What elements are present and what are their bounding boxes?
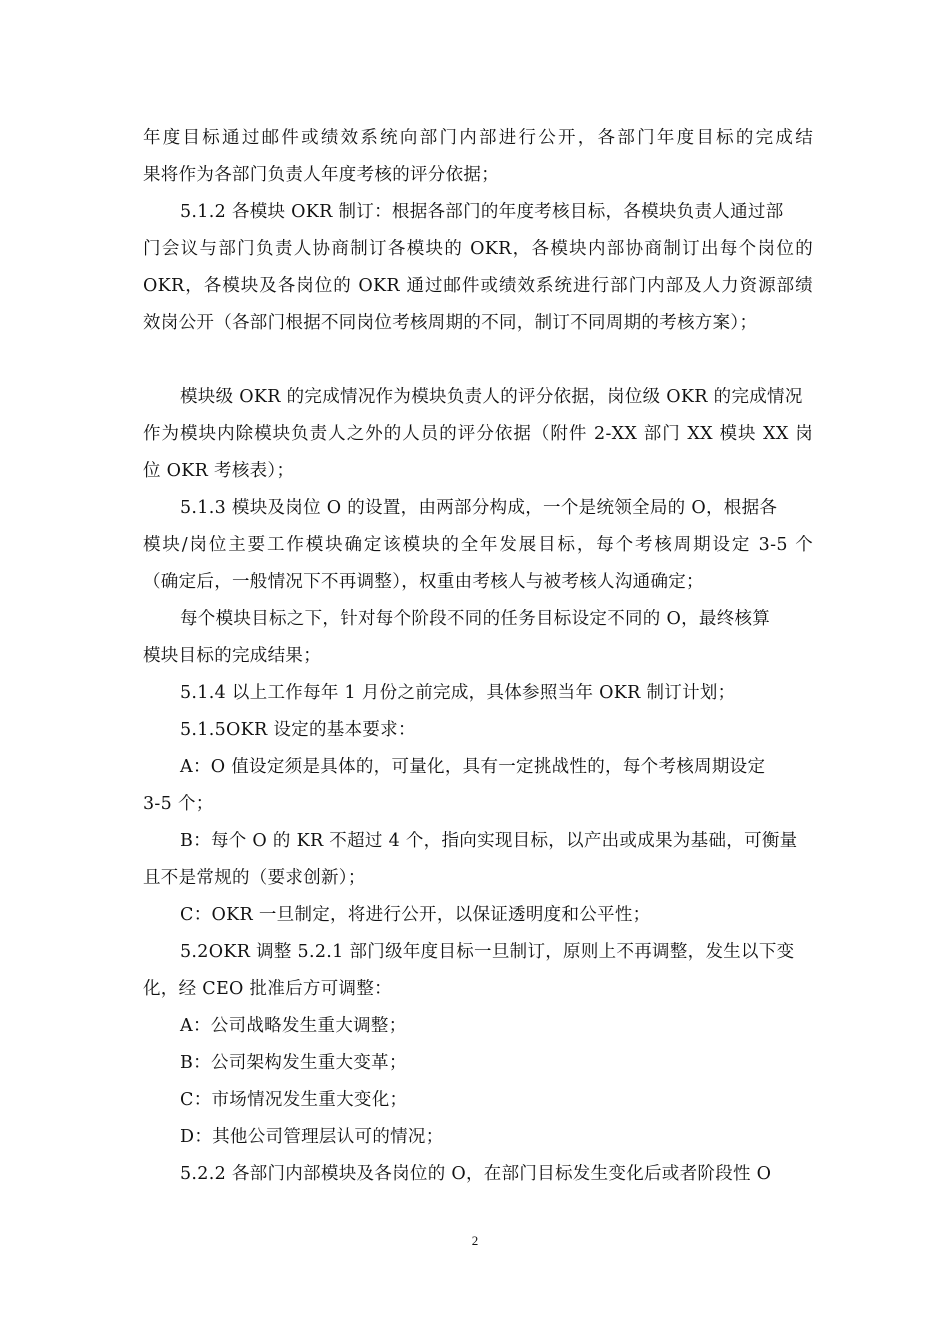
body-line-8: 作为模块内除模块负责人之外的人员的评分依据（附件 2-XX 部门 XX 模块 XX 岗 xyxy=(143,424,813,444)
body-line-21: C：OKR 一旦制定，将进行公开，以保证透明度和公平性； xyxy=(180,905,651,925)
body-line-9: 位 OKR 考核表）； xyxy=(143,461,295,481)
body-line-3: 5.1.2 各模块 OKR 制订：根据各部门的年度考核目标，各模块负责人通过部 xyxy=(180,202,784,222)
body-line-6: 效岗公开（各部门根据不同岗位考核周期的不同，制订不同周期的考核方案）； xyxy=(143,313,758,333)
body-line-1: 年度目标通过邮件或绩效系统向部门内部进行公开，各部门年度目标的完成结 xyxy=(143,128,813,148)
body-line-10: 5.1.3 模块及岗位 O 的设置，由两部分构成，一个是统领全局的 O，根据各 xyxy=(180,498,778,518)
body-line-28: 5.2.2 各部门内部模块及各岗位的 O，在部门目标发生变化后或者阶段性 O xyxy=(180,1164,772,1184)
body-line-5: OKR，各模块及各岗位的 OKR 通过邮件或绩效系统进行部门内部及人力资源部绩 xyxy=(143,276,813,296)
body-line-2: 果将作为各部门负责人年度考核的评分依据； xyxy=(143,165,499,185)
page-number: 2 xyxy=(471,1233,479,1248)
body-line-20: 且不是常规的（要求创新）； xyxy=(143,868,366,888)
body-line-22: 5.2OKR 调整 5.2.1 部门级年度目标一旦制订，原则上不再调整，发生以下变 xyxy=(180,942,795,962)
body-line-26: C：市场情况发生重大变化； xyxy=(180,1090,408,1110)
body-line-7: 模块级 OKR 的完成情况作为模块负责人的评分依据，岗位级 OKR 的完成情况 xyxy=(180,387,803,407)
body-line-16: 5.1.5OKR 设定的基本要求： xyxy=(180,720,416,740)
body-line-18: 3-5 个； xyxy=(143,794,214,814)
body-line-19: B：每个 O 的 KR 不超过 4 个，指向实现目标，以产出或成果为基础，可衡量 xyxy=(180,831,798,851)
body-line-24: A：公司战略发生重大调整； xyxy=(180,1016,407,1036)
body-line-15: 5.1.4 以上工作每年 1 月份之前完成，具体参照当年 OKR 制订计划； xyxy=(180,683,736,703)
body-line-13: 每个模块目标之下，针对每个阶段不同的任务目标设定不同的 O，最终核算 xyxy=(180,609,771,629)
body-line-11: 模块/岗位主要工作模块确定该模块的全年发展目标，每个考核周期设定 3-5 个 xyxy=(143,535,813,555)
body-line-25: B：公司架构发生重大变革； xyxy=(180,1053,407,1073)
body-line-23: 化，经 CEO 批准后方可调整： xyxy=(143,979,392,999)
body-line-14: 模块目标的完成结果； xyxy=(143,646,321,666)
body-line-12: （确定后，一般情况下不再调整），权重由考核人与被考核人沟通确定； xyxy=(143,572,704,592)
body-line-27: D：其他公司管理层认可的情况； xyxy=(180,1127,444,1147)
body-line-4: 门会议与部门负责人协商制订各模块的 OKR，各模块内部协商制订出每个岗位的 xyxy=(143,239,813,259)
body-line-17: A：O 值设定须是具体的，可量化，具有一定挑战性的，每个考核周期设定 xyxy=(180,757,766,777)
